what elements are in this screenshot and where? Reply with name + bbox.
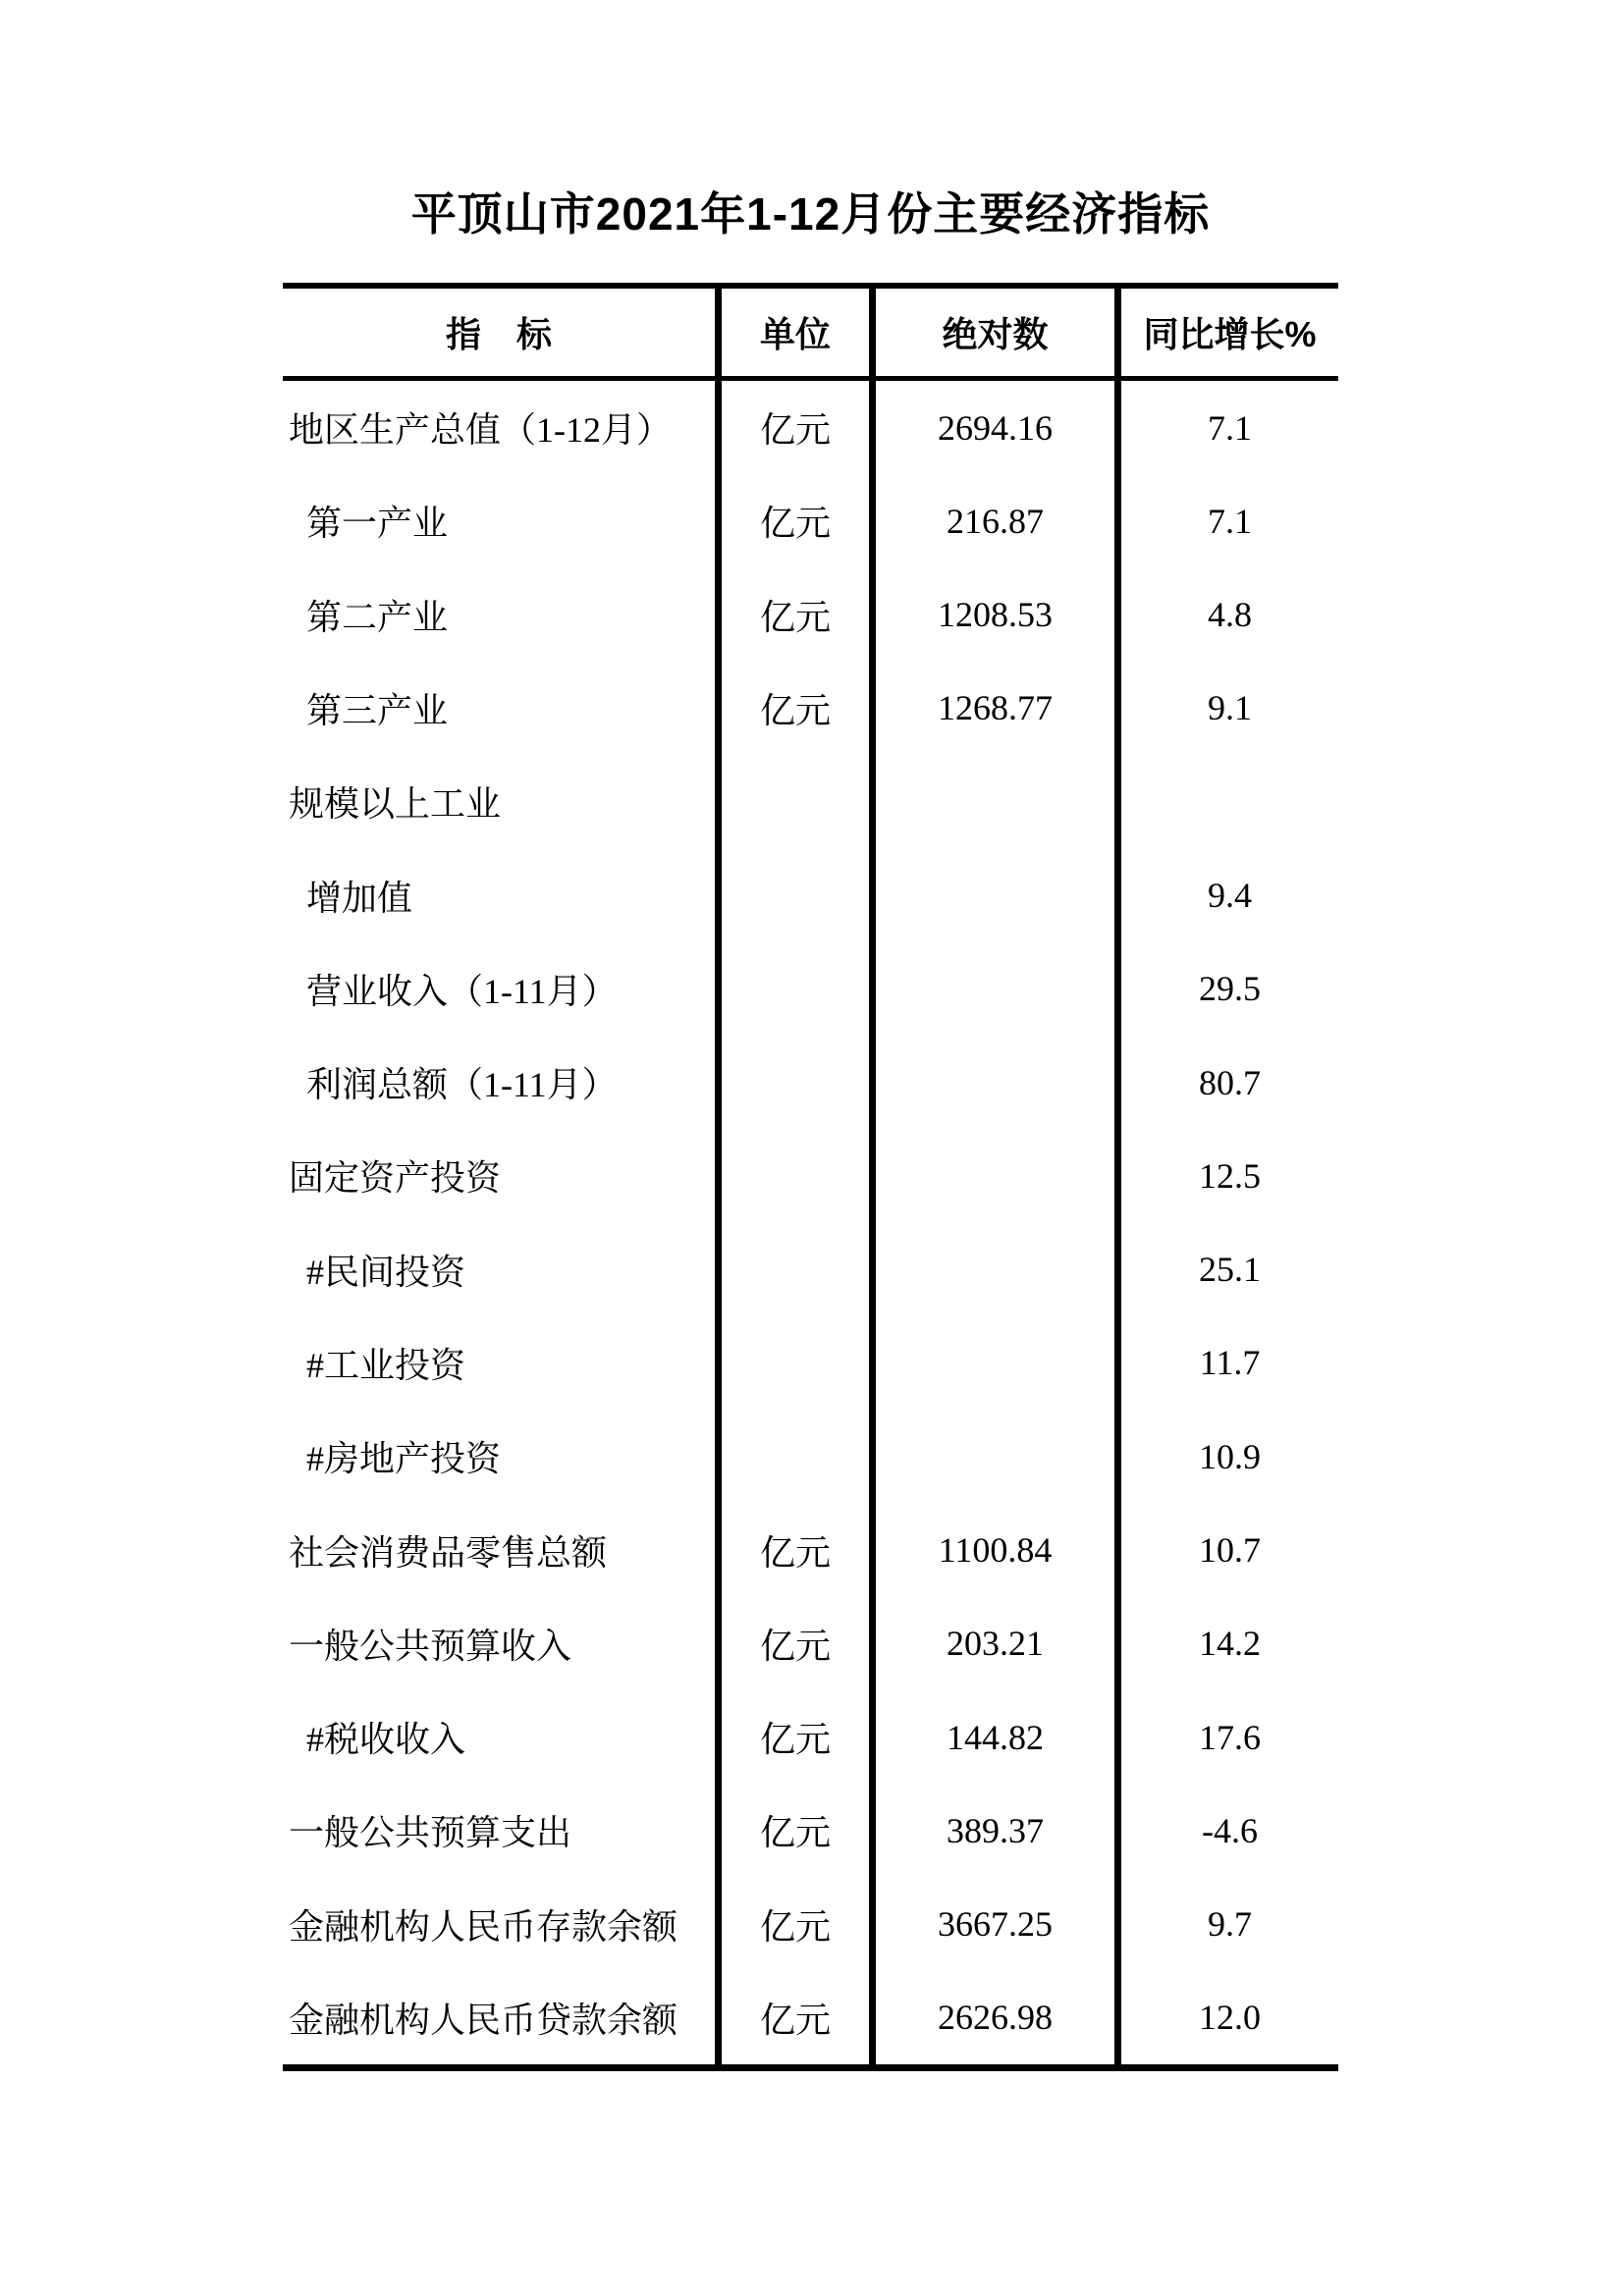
cell-growth: 80.7 bbox=[1199, 1062, 1261, 1102]
cell-indicator: 营业收入（1-11月） bbox=[283, 942, 722, 1036]
table-row bbox=[283, 1690, 1338, 1784]
cell-indicator: 社会消费品零售总额 bbox=[283, 1503, 722, 1596]
page-title: 平顶山市2021年1-12月份主要经济指标 bbox=[410, 188, 1211, 240]
cell-indicator: 第二产业 bbox=[283, 568, 722, 662]
table-row bbox=[283, 1036, 1338, 1129]
cell-indicator: 金融机构人民币存款余额 bbox=[283, 1878, 722, 1971]
table-header-row bbox=[283, 289, 1338, 381]
cell-absolute bbox=[876, 1129, 1121, 1222]
cell-unit: 亿元 bbox=[722, 1971, 876, 2064]
cell-absolute bbox=[876, 755, 1121, 848]
cell-unit bbox=[722, 848, 876, 941]
table-row bbox=[283, 1503, 1338, 1596]
cell-absolute: 2626.98 bbox=[876, 1971, 1121, 2064]
cell-unit: 亿元 bbox=[722, 381, 876, 474]
cell-absolute: 1268.77 bbox=[876, 662, 1121, 755]
cell-absolute bbox=[876, 942, 1121, 1036]
cell-unit: 亿元 bbox=[722, 474, 876, 567]
cell-growth: 9.4 bbox=[1208, 876, 1252, 916]
cell-unit: 亿元 bbox=[722, 1878, 876, 1971]
cell-indicator: 规模以上工业 bbox=[283, 755, 722, 848]
economic-indicators-table bbox=[283, 283, 1338, 2071]
cell-growth: 14.2 bbox=[1199, 1624, 1261, 1664]
cell-growth: 9.1 bbox=[1208, 688, 1252, 728]
cell-unit bbox=[722, 1129, 876, 1222]
cell-absolute bbox=[876, 1316, 1121, 1410]
cell-growth: 29.5 bbox=[1199, 969, 1261, 1009]
table-row bbox=[283, 1597, 1338, 1690]
cell-unit: 亿元 bbox=[722, 568, 876, 662]
cell-unit bbox=[722, 1223, 876, 1316]
cell-absolute: 2694.16 bbox=[876, 381, 1121, 474]
cell-indicator: 固定资产投资 bbox=[283, 1129, 722, 1222]
cell-unit: 亿元 bbox=[722, 1597, 876, 1690]
cell-indicator: 利润总额（1-11月） bbox=[283, 1036, 722, 1129]
table-row bbox=[283, 755, 1338, 848]
cell-unit bbox=[722, 1410, 876, 1503]
header-cell-absolute: 绝对数 bbox=[876, 289, 1121, 376]
cell-unit bbox=[722, 755, 876, 848]
cell-absolute bbox=[876, 1223, 1121, 1316]
cell-growth: 25.1 bbox=[1199, 1250, 1261, 1290]
cell-unit bbox=[722, 1316, 876, 1410]
cell-indicator: 地区生产总值（1-12月） bbox=[283, 381, 722, 474]
cell-unit bbox=[722, 1036, 876, 1129]
cell-growth: 12.5 bbox=[1199, 1155, 1261, 1196]
cell-indicator: #工业投资 bbox=[283, 1316, 722, 1410]
cell-growth: 10.7 bbox=[1199, 1530, 1261, 1571]
cell-growth: 17.6 bbox=[1199, 1717, 1261, 1757]
table-row bbox=[283, 1316, 1338, 1410]
cell-indicator: 一般公共预算收入 bbox=[283, 1597, 722, 1690]
table-row bbox=[283, 848, 1338, 941]
cell-growth: 11.7 bbox=[1199, 1343, 1261, 1383]
cell-absolute: 389.37 bbox=[876, 1784, 1121, 1877]
cell-indicator: 金融机构人民币贷款余额 bbox=[283, 1971, 722, 2064]
cell-absolute: 1100.84 bbox=[876, 1503, 1121, 1596]
cell-unit: 亿元 bbox=[722, 1784, 876, 1877]
cell-unit: 亿元 bbox=[722, 662, 876, 755]
cell-absolute: 1208.53 bbox=[876, 568, 1121, 662]
table-row bbox=[283, 942, 1338, 1036]
cell-indicator: #民间投资 bbox=[283, 1223, 722, 1316]
cell-growth: 10.9 bbox=[1199, 1436, 1261, 1476]
cell-growth: 9.7 bbox=[1208, 1904, 1252, 1945]
cell-absolute: 144.82 bbox=[876, 1690, 1121, 1784]
table-body bbox=[283, 381, 1338, 2064]
header-cell-unit: 单位 bbox=[722, 289, 876, 376]
cell-unit: 亿元 bbox=[722, 1503, 876, 1596]
cell-indicator: 一般公共预算支出 bbox=[283, 1784, 722, 1877]
cell-indicator: #税收收入 bbox=[283, 1690, 722, 1784]
cell-indicator: 第三产业 bbox=[283, 662, 722, 755]
table-row bbox=[283, 662, 1338, 755]
cell-unit bbox=[722, 942, 876, 1036]
cell-growth: -4.6 bbox=[1202, 1810, 1258, 1850]
cell-growth: 7.1 bbox=[1208, 501, 1252, 541]
cell-absolute bbox=[876, 1410, 1121, 1503]
table-row bbox=[283, 568, 1338, 662]
table-row bbox=[283, 381, 1338, 474]
cell-absolute bbox=[876, 1036, 1121, 1129]
table-row bbox=[283, 1971, 1338, 2064]
cell-indicator: #房地产投资 bbox=[283, 1410, 722, 1503]
header-cell-indicator: 指 标 bbox=[283, 289, 722, 376]
cell-growth bbox=[1121, 755, 1338, 848]
cell-indicator: 增加值 bbox=[283, 848, 722, 941]
table-row bbox=[283, 1878, 1338, 1971]
cell-unit: 亿元 bbox=[722, 1690, 876, 1784]
cell-growth: 4.8 bbox=[1208, 595, 1252, 635]
cell-absolute: 203.21 bbox=[876, 1597, 1121, 1690]
header-cell-growth: 同比增长% bbox=[1143, 314, 1317, 354]
cell-indicator: 第一产业 bbox=[283, 474, 722, 567]
table-row bbox=[283, 1410, 1338, 1503]
table-row bbox=[283, 474, 1338, 567]
cell-absolute: 216.87 bbox=[876, 474, 1121, 567]
cell-growth: 12.0 bbox=[1199, 1998, 1261, 2038]
cell-absolute: 3667.25 bbox=[876, 1878, 1121, 1971]
table-row bbox=[283, 1223, 1338, 1316]
table-row bbox=[283, 1784, 1338, 1877]
table-row bbox=[283, 1129, 1338, 1222]
cell-absolute bbox=[876, 848, 1121, 941]
cell-growth: 7.1 bbox=[1208, 407, 1252, 448]
